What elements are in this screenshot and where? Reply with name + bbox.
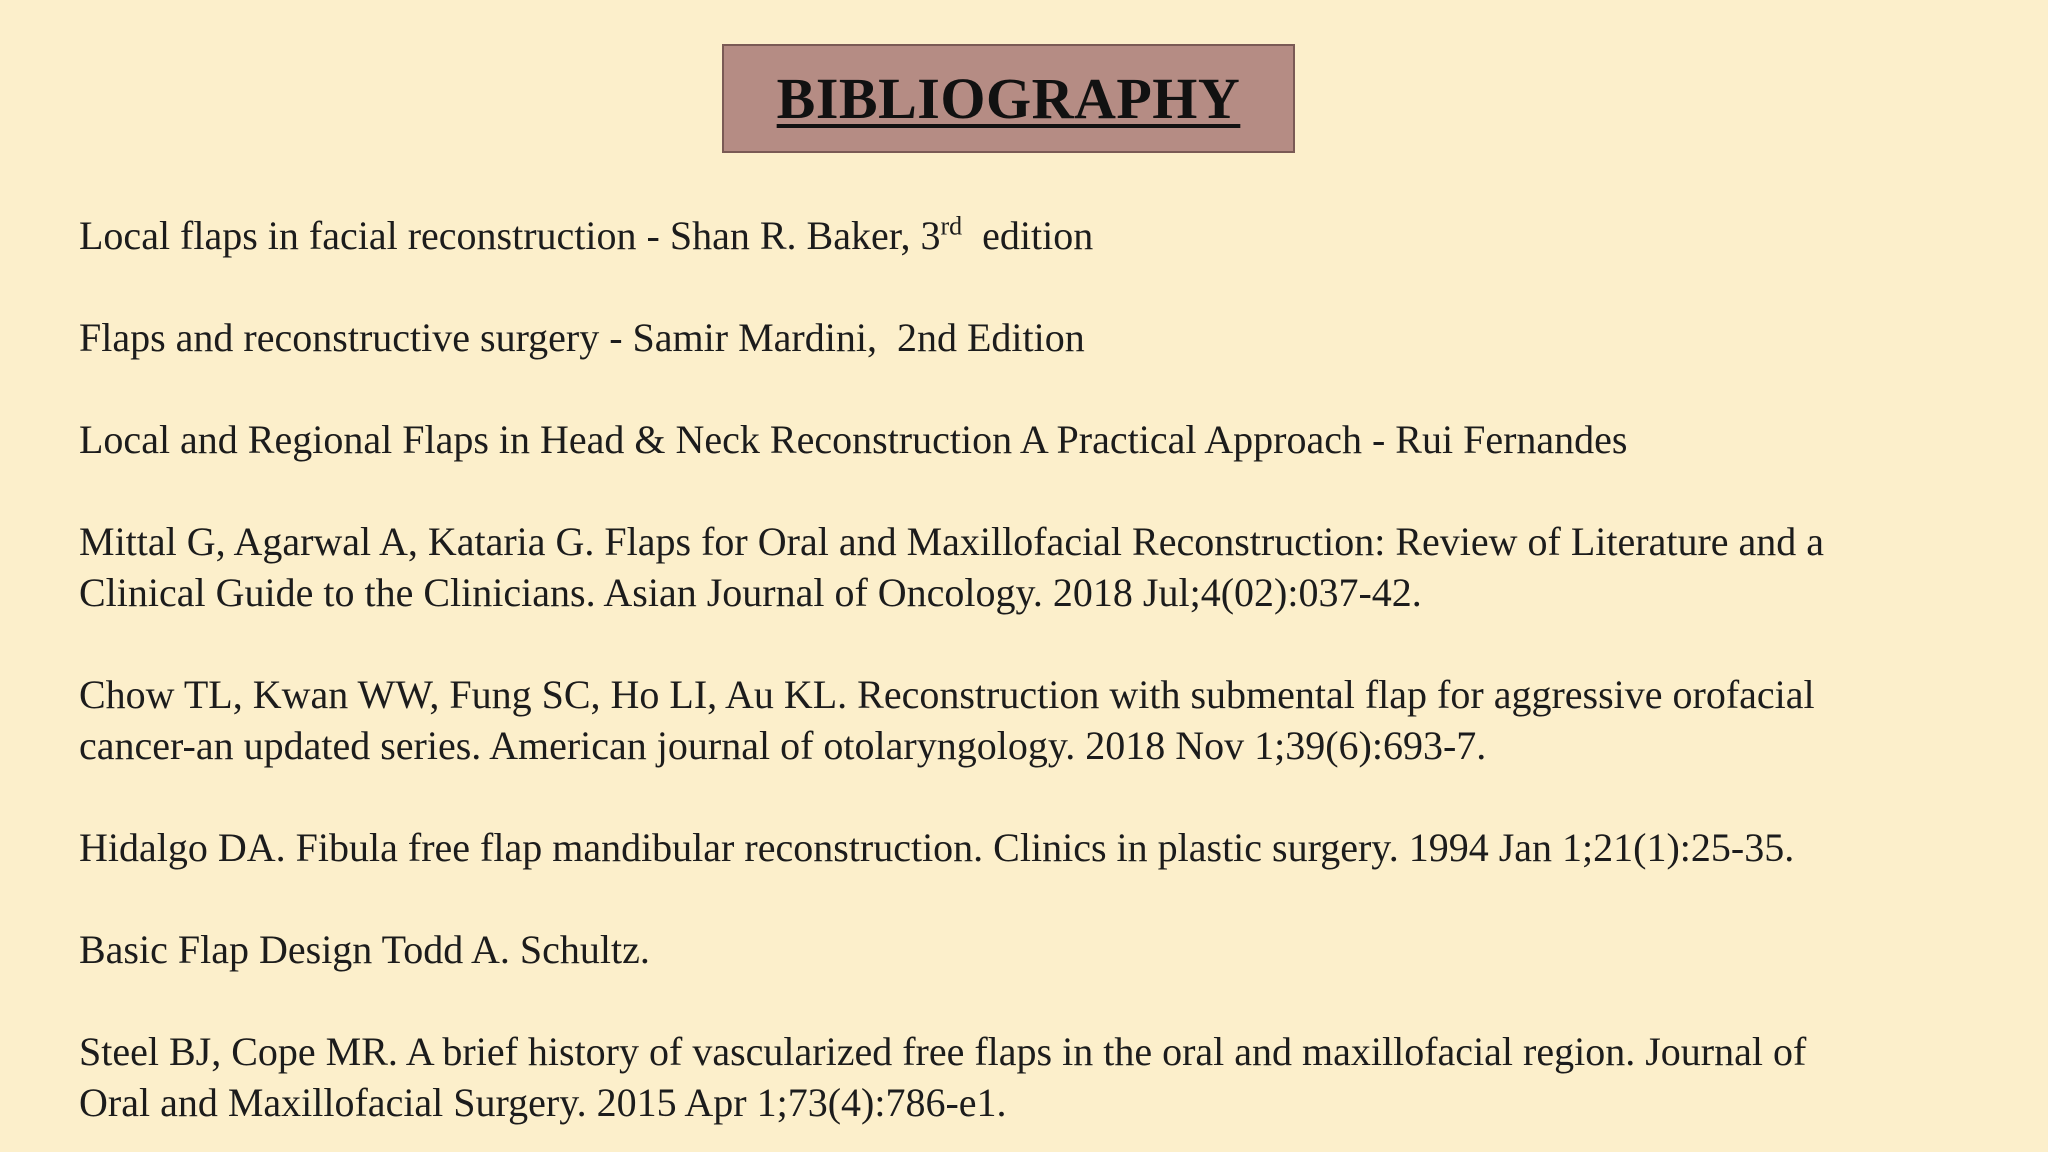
reference-2: Flaps and reconstructive surgery - Samir Mardini, 2nd Edition: [79, 315, 1085, 360]
reference-8-line-1: Steel BJ, Cope MR. A brief history of vascularized free flaps in the oral and maxillofacial region. Journal of: [79, 1029, 1807, 1074]
reference-8-line-2: Oral and Maxillofacial Surgery. 2015 Apr 1;73(4):786-e1.: [79, 1080, 1007, 1125]
reference-5-line-2: cancer-an updated series. American journal of otolaryngology. 2018 Nov 1;39(6):693-7.: [79, 723, 1487, 768]
reference-spacer: [79, 618, 1979, 669]
reference-3: Local and Regional Flaps in Head & Neck Reconstruction A Practical Approach - Rui Fernandes: [79, 417, 1628, 462]
title-box: [722, 44, 1295, 153]
reference-1-suffix: edition: [962, 213, 1094, 258]
reference-4-line-1: Mittal G, Agarwal A, Kataria G. Flaps for Oral and Maxillofacial Reconstruction: Review of Literature and a: [79, 519, 1825, 564]
bibliography-list: [79, 210, 1979, 1128]
reference-spacer: [79, 873, 1979, 924]
reference-spacer: [79, 771, 1979, 822]
reference-1-superscript: rd: [940, 211, 963, 241]
page-title: BIBLIOGRAPHY: [776, 66, 1241, 131]
reference-4-line-2: Clinical Guide to the Clinicians. Asian Journal of Oncology. 2018 Jul;4(02):037-42.: [79, 570, 1422, 615]
reference-spacer: [79, 261, 1979, 312]
reference-1-text: Local flaps in facial reconstruction - Shan R. Baker, 3: [79, 213, 941, 258]
reference-spacer: [79, 465, 1979, 516]
reference-spacer: [79, 975, 1979, 1026]
reference-7: Basic Flap Design Todd A. Schultz.: [79, 927, 650, 972]
reference-6: Hidalgo DA. Fibula free flap mandibular reconstruction. Clinics in plastic surgery. 1994 Jan 1;21(1):25-35.: [79, 825, 1795, 870]
reference-5-line-1: Chow TL, Kwan WW, Fung SC, Ho LI, Au KL. Reconstruction with submental flap for aggressive orofacial: [79, 672, 1815, 717]
reference-1: [79, 210, 1979, 261]
reference-spacer: [79, 363, 1979, 414]
